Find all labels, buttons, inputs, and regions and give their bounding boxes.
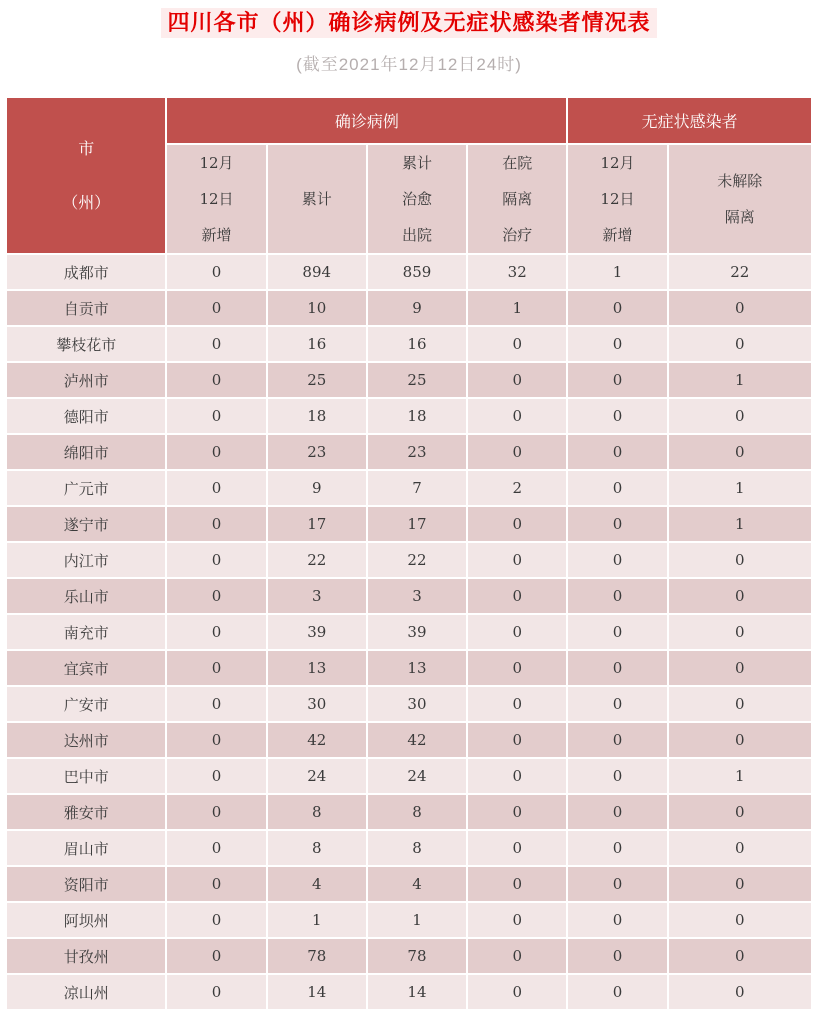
table-header (6, 97, 812, 254)
value-cell: 0 (567, 542, 667, 578)
value-cell: 0 (467, 758, 567, 794)
column-header-3 (467, 144, 567, 254)
value-cell: 0 (567, 938, 667, 974)
page-title: 四川各市（州）确诊病例及无症状感染者情况表 (161, 8, 656, 38)
column-header-line: 12月 (600, 154, 635, 172)
value-cell: 0 (567, 686, 667, 722)
table-row (6, 794, 812, 830)
table-row (6, 470, 812, 506)
value-cell: 0 (567, 902, 667, 938)
value-cell: 1 (668, 758, 812, 794)
value-cell: 0 (467, 434, 567, 470)
value-cell: 1 (367, 902, 467, 938)
value-cell: 0 (467, 686, 567, 722)
value-cell: 0 (567, 794, 667, 830)
value-cell: 0 (668, 974, 812, 1010)
value-cell: 0 (467, 650, 567, 686)
column-header-0 (166, 144, 266, 254)
value-cell: 0 (166, 578, 266, 614)
value-cell: 0 (668, 578, 812, 614)
value-cell: 0 (668, 614, 812, 650)
value-cell: 25 (267, 362, 367, 398)
value-cell: 0 (166, 398, 266, 434)
value-cell: 16 (367, 326, 467, 362)
value-cell: 78 (267, 938, 367, 974)
value-cell: 0 (668, 938, 812, 974)
value-cell: 0 (567, 578, 667, 614)
value-cell: 0 (467, 830, 567, 866)
column-header-line: 12月 (199, 154, 234, 172)
cases-table (5, 96, 813, 1011)
value-cell: 8 (367, 830, 467, 866)
value-cell: 0 (567, 866, 667, 902)
column-header-line: 累计 (401, 154, 432, 172)
value-cell: 0 (668, 686, 812, 722)
city-cell: 巴中市 (6, 758, 166, 794)
group-header-row (6, 97, 812, 144)
value-cell: 0 (567, 362, 667, 398)
value-cell: 4 (367, 866, 467, 902)
column-header-line: 未解除 (717, 172, 763, 190)
value-cell: 30 (367, 686, 467, 722)
value-cell: 24 (367, 758, 467, 794)
corner-header-line1: 市 (78, 138, 95, 158)
value-cell: 0 (668, 290, 812, 326)
value-cell: 18 (367, 398, 467, 434)
city-cell: 自贡市 (6, 290, 166, 326)
column-header-2 (367, 144, 467, 254)
value-cell: 859 (367, 254, 467, 290)
value-cell: 0 (166, 614, 266, 650)
column-header-1 (267, 144, 367, 254)
title-bar (0, 0, 818, 38)
table-row (6, 254, 812, 290)
value-cell: 4 (267, 866, 367, 902)
table-body (6, 254, 812, 1010)
value-cell: 1 (267, 902, 367, 938)
value-cell: 13 (267, 650, 367, 686)
column-header-5 (668, 144, 812, 254)
city-cell: 德阳市 (6, 398, 166, 434)
value-cell: 9 (267, 470, 367, 506)
value-cell: 0 (668, 830, 812, 866)
value-cell: 3 (367, 578, 467, 614)
column-header-line: 治疗 (502, 226, 533, 244)
value-cell: 8 (267, 830, 367, 866)
value-cell: 0 (668, 902, 812, 938)
value-cell: 9 (367, 290, 467, 326)
table-row (6, 758, 812, 794)
value-cell: 0 (467, 722, 567, 758)
value-cell: 0 (668, 398, 812, 434)
value-cell: 25 (367, 362, 467, 398)
table-row (6, 614, 812, 650)
value-cell: 0 (166, 506, 266, 542)
value-cell: 0 (467, 578, 567, 614)
value-cell: 0 (668, 794, 812, 830)
value-cell: 39 (367, 614, 467, 650)
city-cell: 广元市 (6, 470, 166, 506)
value-cell: 0 (467, 866, 567, 902)
city-cell: 广安市 (6, 686, 166, 722)
value-cell: 0 (467, 974, 567, 1010)
value-cell: 0 (166, 326, 266, 362)
table-row (6, 902, 812, 938)
value-cell: 17 (367, 506, 467, 542)
column-header-line: 新增 (201, 226, 232, 244)
column-header-line: 12日 (199, 190, 234, 208)
table-row (6, 542, 812, 578)
value-cell: 13 (367, 650, 467, 686)
city-cell: 资阳市 (6, 866, 166, 902)
city-cell: 宜宾市 (6, 650, 166, 686)
value-cell: 14 (367, 974, 467, 1010)
value-cell: 0 (567, 398, 667, 434)
value-cell: 30 (267, 686, 367, 722)
table-row (6, 506, 812, 542)
value-cell: 0 (166, 830, 266, 866)
city-cell: 凉山州 (6, 974, 166, 1010)
value-cell: 0 (166, 362, 266, 398)
value-cell: 3 (267, 578, 367, 614)
column-header-line: 新增 (602, 226, 633, 244)
city-cell: 甘孜州 (6, 938, 166, 974)
value-cell: 8 (267, 794, 367, 830)
table-row (6, 722, 812, 758)
value-cell: 0 (166, 758, 266, 794)
value-cell: 0 (567, 722, 667, 758)
value-cell: 10 (267, 290, 367, 326)
city-cell: 内江市 (6, 542, 166, 578)
value-cell: 8 (367, 794, 467, 830)
column-header-line: 12日 (600, 190, 635, 208)
value-cell: 0 (668, 866, 812, 902)
value-cell: 7 (367, 470, 467, 506)
value-cell: 42 (267, 722, 367, 758)
value-cell: 0 (567, 830, 667, 866)
value-cell: 0 (567, 434, 667, 470)
city-cell: 阿坝州 (6, 902, 166, 938)
group-header-confirmed: 确诊病例 (166, 97, 567, 144)
city-cell: 成都市 (6, 254, 166, 290)
value-cell: 1 (668, 470, 812, 506)
value-cell: 0 (668, 434, 812, 470)
value-cell: 1 (668, 506, 812, 542)
value-cell: 0 (166, 650, 266, 686)
value-cell: 0 (166, 686, 266, 722)
table-row (6, 362, 812, 398)
value-cell: 0 (668, 542, 812, 578)
value-cell: 0 (166, 290, 266, 326)
column-header-line: 治愈 (401, 190, 432, 208)
value-cell: 23 (267, 434, 367, 470)
value-cell: 0 (668, 650, 812, 686)
value-cell: 22 (367, 542, 467, 578)
value-cell: 0 (567, 290, 667, 326)
table-row (6, 938, 812, 974)
city-cell: 攀枝花市 (6, 326, 166, 362)
value-cell: 2 (467, 470, 567, 506)
value-cell: 0 (166, 542, 266, 578)
page-subtitle: (截至2021年12月12日24时) (296, 55, 522, 74)
corner-header-line2: （州） (62, 192, 111, 212)
value-cell: 0 (166, 866, 266, 902)
group-header-asymptomatic: 无症状感染者 (567, 97, 812, 144)
value-cell: 0 (166, 794, 266, 830)
city-cell: 绵阳市 (6, 434, 166, 470)
table-row (6, 326, 812, 362)
value-cell: 0 (567, 758, 667, 794)
value-cell: 1 (467, 290, 567, 326)
city-cell: 泸州市 (6, 362, 166, 398)
value-cell: 894 (267, 254, 367, 290)
value-cell: 0 (467, 794, 567, 830)
value-cell: 0 (166, 722, 266, 758)
city-cell: 眉山市 (6, 830, 166, 866)
value-cell: 17 (267, 506, 367, 542)
city-cell: 遂宁市 (6, 506, 166, 542)
corner-header-cell (6, 97, 166, 254)
value-cell: 1 (668, 362, 812, 398)
value-cell: 0 (467, 506, 567, 542)
value-cell: 18 (267, 398, 367, 434)
value-cell: 39 (267, 614, 367, 650)
table-row (6, 866, 812, 902)
value-cell: 16 (267, 326, 367, 362)
value-cell: 0 (166, 938, 266, 974)
column-header-line: 隔离 (502, 190, 533, 208)
value-cell: 42 (367, 722, 467, 758)
city-cell: 达州市 (6, 722, 166, 758)
value-cell: 32 (467, 254, 567, 290)
value-cell: 0 (467, 938, 567, 974)
table-row (6, 686, 812, 722)
value-cell: 0 (567, 470, 667, 506)
table-row (6, 290, 812, 326)
value-cell: 0 (467, 398, 567, 434)
value-cell: 24 (267, 758, 367, 794)
value-cell: 0 (467, 542, 567, 578)
column-header-line: 隔离 (724, 208, 755, 226)
column-header-line: 累计 (301, 190, 332, 208)
value-cell: 0 (467, 902, 567, 938)
value-cell: 0 (467, 614, 567, 650)
value-cell: 0 (467, 362, 567, 398)
value-cell: 0 (166, 974, 266, 1010)
value-cell: 0 (668, 326, 812, 362)
column-header-line: 在院 (502, 154, 533, 172)
value-cell: 0 (567, 506, 667, 542)
table-row (6, 830, 812, 866)
city-cell: 乐山市 (6, 578, 166, 614)
table-row (6, 650, 812, 686)
value-cell: 0 (166, 434, 266, 470)
value-cell: 14 (267, 974, 367, 1010)
value-cell: 0 (567, 614, 667, 650)
city-cell: 雅安市 (6, 794, 166, 830)
column-header-line: 出院 (401, 226, 432, 244)
table-row (6, 578, 812, 614)
city-cell: 南充市 (6, 614, 166, 650)
value-cell: 78 (367, 938, 467, 974)
value-cell: 0 (567, 650, 667, 686)
value-cell: 0 (567, 974, 667, 1010)
value-cell: 0 (166, 470, 266, 506)
value-cell: 23 (367, 434, 467, 470)
value-cell: 0 (166, 254, 266, 290)
value-cell: 1 (567, 254, 667, 290)
table-row (6, 434, 812, 470)
table-row (6, 974, 812, 1010)
column-header-4 (567, 144, 667, 254)
value-cell: 22 (668, 254, 812, 290)
value-cell: 0 (567, 326, 667, 362)
value-cell: 0 (166, 902, 266, 938)
value-cell: 0 (467, 326, 567, 362)
table-row (6, 398, 812, 434)
value-cell: 22 (267, 542, 367, 578)
value-cell: 0 (668, 722, 812, 758)
